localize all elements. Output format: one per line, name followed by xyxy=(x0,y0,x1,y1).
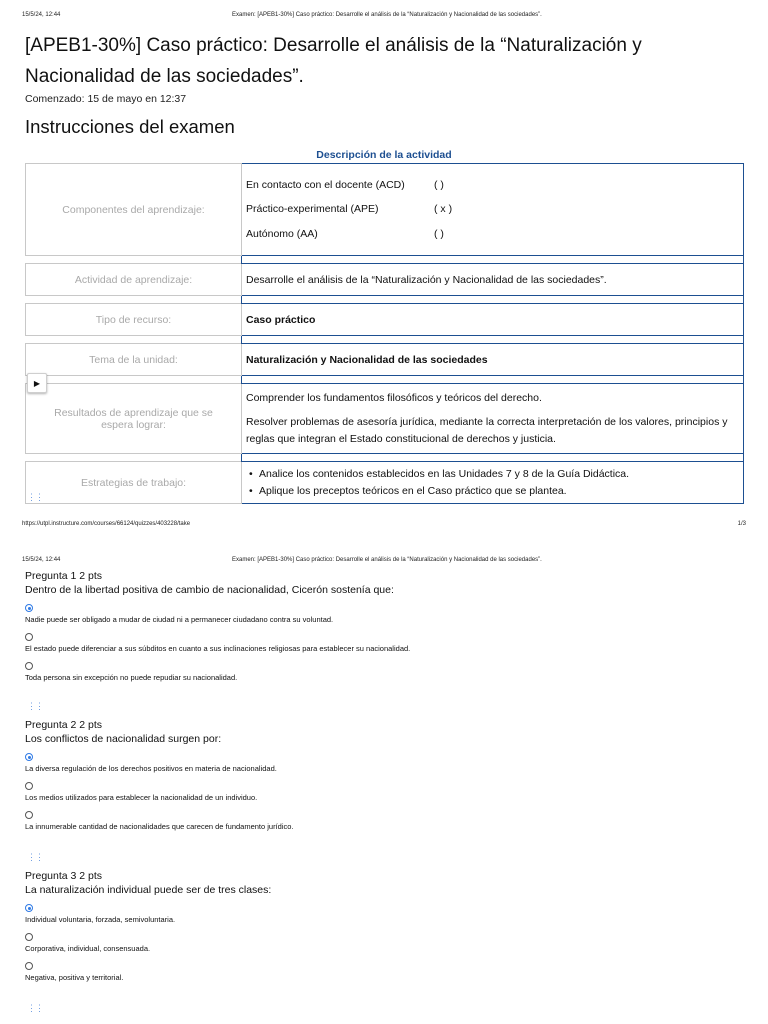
radio-unselected[interactable] xyxy=(25,933,33,941)
unit-topic-label: Tema de la unidad: xyxy=(26,344,242,376)
answer-option[interactable]: Toda persona sin excepción no puede repudiar su nacionalidad. xyxy=(25,662,745,682)
answer-option[interactable]: El estado puede diferenciar a sus súbditos en cuanto a sus inclinaciones religiosas para establecer su nacionalidad. xyxy=(25,633,745,653)
print-header xyxy=(22,557,746,563)
answer-option[interactable]: Nadie puede ser obligado a mudar de ciudad ni a permanecer ciudadano contra su voluntad. xyxy=(25,604,745,624)
question-title: Pregunta 3 2 pts xyxy=(25,870,103,882)
answer-option[interactable]: Negativa, positiva y territorial. xyxy=(25,962,745,982)
print-doc-title: Examen: [APEB1-30%] Caso práctico: Desarrolle el análisis de la “Naturalización y Nacionalidad de las sociedades”. xyxy=(232,557,542,563)
learning-activity-row xyxy=(26,264,744,296)
drag-handle-icon[interactable]: ⋮⋮ xyxy=(27,1003,43,1013)
drag-handle-icon[interactable]: ⋮⋮ xyxy=(27,701,43,711)
drag-handle-icon[interactable]: ⋮⋮ xyxy=(27,492,43,502)
question-title: Pregunta 2 2 pts xyxy=(25,719,103,731)
radio-selected[interactable] xyxy=(25,604,33,612)
print-doc-title: Examen: [APEB1-30%] Caso práctico: Desarrolle el análisis de la “Naturalización y Nacionalidad de las sociedades”. xyxy=(232,12,542,18)
result-item: Comprender los fundamentos filosóficos y teóricos del derecho. xyxy=(246,391,542,404)
resource-type-label: Tipo de recurso: xyxy=(26,304,242,336)
print-footer xyxy=(22,521,746,527)
question-text: La naturalización individual puede ser de tres clases: xyxy=(25,884,272,896)
page-title: [APEB1-30%] Caso práctico: Desarrolle el análisis de la “Naturalización y Nacionalidad de las sociedades”. xyxy=(25,35,642,87)
question-title: Pregunta 1 2 pts xyxy=(25,570,103,582)
radio-unselected[interactable] xyxy=(25,662,33,670)
results-row xyxy=(26,384,744,454)
activity-caption: Descripción de la actividad xyxy=(316,149,452,161)
question-3 xyxy=(25,870,745,982)
question-text: Los conflictos de nacionalidad surgen por: xyxy=(25,733,222,745)
radio-selected[interactable] xyxy=(25,753,33,761)
component-item: Autónomo (AA) ( ) xyxy=(246,227,444,240)
answer-option[interactable]: Los medios utilizados para establecer la nacionalidad de un individuo. xyxy=(25,782,745,802)
print-header xyxy=(22,12,746,18)
question-2 xyxy=(25,719,745,831)
print-timestamp: 15/5/24, 12:44 xyxy=(22,12,61,18)
components-value xyxy=(242,164,744,256)
answer-option[interactable]: La innumerable cantidad de nacionalidades que carecen de fundamento jurídico. xyxy=(25,811,745,831)
question-1 xyxy=(25,570,745,682)
answer-option[interactable]: Individual voluntaria, forzada, semivoluntaria. xyxy=(25,904,745,924)
answer-option[interactable]: La diversa regulación de los derechos positivos en materia de nacionalidad. xyxy=(25,753,745,773)
radio-selected[interactable] xyxy=(25,904,33,912)
results-value xyxy=(242,384,744,454)
answer-option[interactable]: Corporativa, individual, consensuada. xyxy=(25,933,745,953)
components-row xyxy=(26,164,744,256)
play-button[interactable] xyxy=(27,373,47,393)
result-item: Resolver problemas de asesoría jurídica, mediante la correcta interpretación de los valores, principios y reglas que integran el Estado constitucional de derechos y justicia. xyxy=(246,416,728,445)
print-timestamp: 15/5/24, 12:44 xyxy=(22,557,61,563)
started-at: Comenzado: 15 de mayo en 12:37 xyxy=(25,93,187,105)
component-item: Práctico-experimental (APE) ( x ) xyxy=(246,203,453,216)
unit-topic-row xyxy=(26,344,744,376)
question-text: Dentro de la libertad positiva de cambio de nacionalidad, Cicerón sostenía que: xyxy=(25,584,394,596)
activity-table xyxy=(25,163,744,504)
radio-unselected[interactable] xyxy=(25,811,33,819)
radio-unselected[interactable] xyxy=(25,782,33,790)
radio-unselected[interactable] xyxy=(25,633,33,641)
strategies-label: Estrategias de trabajo: xyxy=(26,462,242,504)
strategy-item: • Analice los contenidos establecidos en las Unidades 7 y 8 de la Guía Didáctica. xyxy=(246,466,743,483)
play-icon: ▶ xyxy=(33,378,41,388)
components-label: Componentes del aprendizaje: xyxy=(26,164,242,256)
drag-handle-icon[interactable]: ⋮⋮ xyxy=(27,852,43,862)
strategies-row xyxy=(26,462,744,504)
learning-activity-label: Actividad de aprendizaje: xyxy=(26,264,242,296)
strategies-value xyxy=(242,462,744,504)
unit-topic-value: Naturalización y Nacionalidad de las sociedades xyxy=(242,344,744,376)
print-url: https://utpl.instructure.com/courses/66124/quizzes/403228/take xyxy=(22,521,191,527)
results-label: Resultados de aprendizaje que se espera lograr: xyxy=(26,384,242,454)
learning-activity-value: Desarrolle el análisis de la “Naturalización y Nacionalidad de las sociedades”. xyxy=(242,264,744,296)
component-item: En contacto con el docente (ACD) ( ) xyxy=(246,178,444,191)
resource-type-row xyxy=(26,304,744,336)
instructions-heading: Instrucciones del examen xyxy=(25,116,235,137)
radio-unselected[interactable] xyxy=(25,962,33,970)
strategy-item: • Aplique los preceptos teóricos en el Caso práctico que se plantea. xyxy=(246,483,743,500)
print-page-number: 1/3 xyxy=(737,521,746,527)
resource-type-value: Caso práctico xyxy=(242,304,744,336)
